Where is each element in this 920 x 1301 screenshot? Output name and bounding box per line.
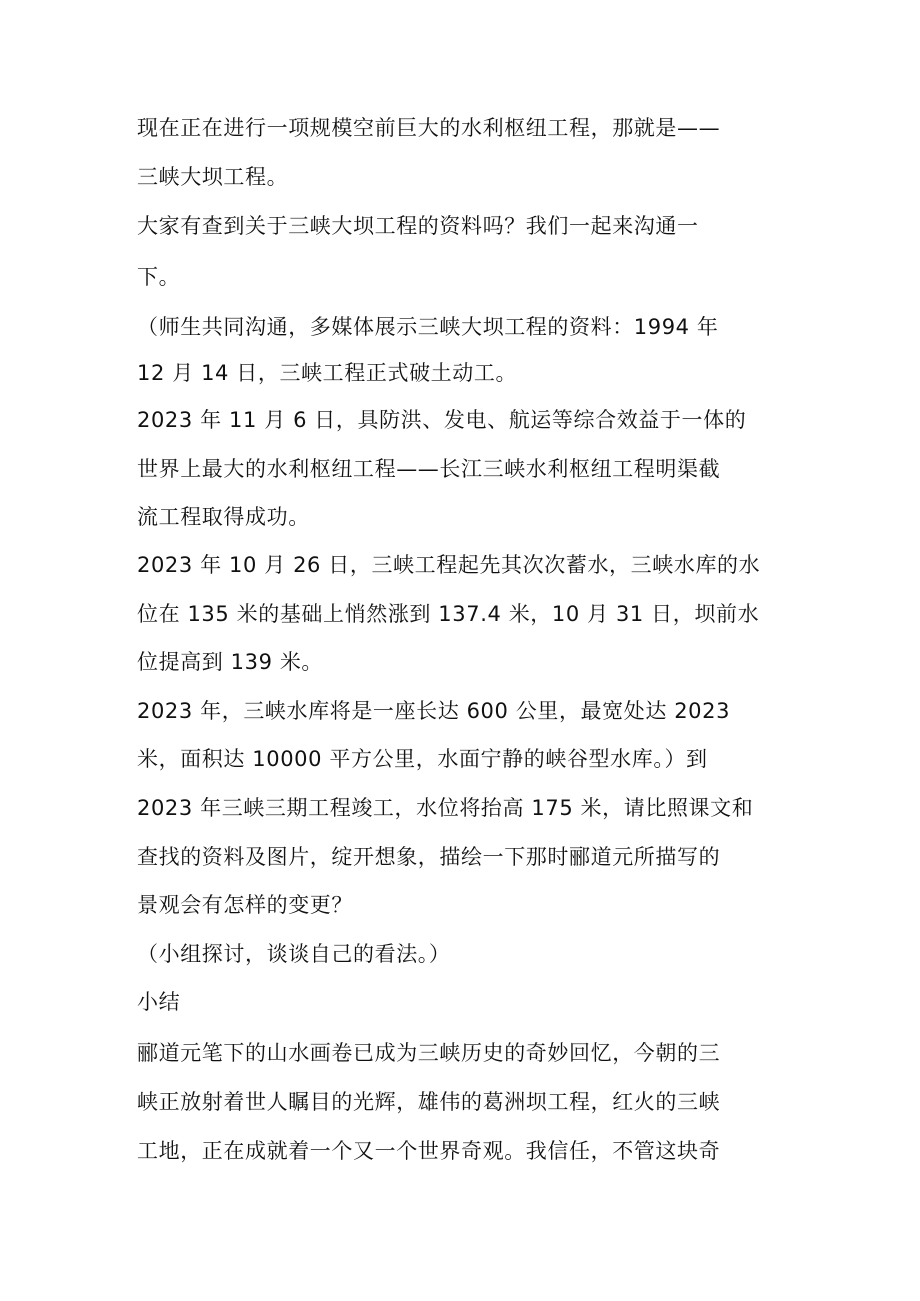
text-line: 三峡大坝工程。 xyxy=(137,165,289,189)
text-line: 米，面积达 10000 平方公里，水面宁静的峡谷型水库。）到 xyxy=(137,747,708,771)
text-line: 工地，正在成就着一个又一个世界奇观。我信任，不管这块奇 xyxy=(137,1139,721,1163)
text-line: 2023 年三峡三期工程竣工，水位将抬高 175 米，请比照课文和 xyxy=(137,796,754,820)
text-line: 位在 135 米的基础上悄然涨到 137.4 米，10 月 31 日，坝前水 xyxy=(137,602,760,626)
text-line: 12 月 14 日，三峡工程正式破土动工。 xyxy=(137,361,518,385)
text-line: 流工程取得成功。 xyxy=(137,505,310,529)
text-line: 位提高到 139 米。 xyxy=(137,650,324,674)
text-line: （小组探讨，谈谈自己的看法。） xyxy=(137,942,451,966)
text-line: 世界上最大的水利枢纽工程——长江三峡水利枢纽工程明渠截 xyxy=(137,457,721,481)
text-line: 大家有查到关于三峡大坝工程的资料吗？我们一起来沟通一 xyxy=(137,214,699,238)
text-line: 2023 年 10 月 26 日，三峡工程起先其次次蓄水，三峡水库的水 xyxy=(137,553,761,577)
text-line: 景观会有怎样的变更？ xyxy=(137,893,353,917)
text-line: 2023 年 11 月 6 日，具防洪、发电、航运等综合效益于一体的 xyxy=(137,408,747,432)
text-line: （师生共同沟通，多媒体展示三峡大坝工程的资料：1994 年 xyxy=(137,315,719,339)
text-line: 现在正在进行一项规模空前巨大的水利枢纽工程，那就是—— xyxy=(137,116,721,140)
text-line: 小结 xyxy=(137,990,181,1014)
text-line: 郦道元笔下的山水画卷已成为三峡历史的奇妙回忆，今朝的三 xyxy=(137,1041,721,1065)
text-line: 下。 xyxy=(137,265,181,289)
text-line: 查找的资料及图片，绽开想象，描绘一下那时郦道元所描写的 xyxy=(137,845,721,869)
text-line: 峡正放射着世人瞩目的光辉，雄伟的葛洲坝工程，红火的三峡 xyxy=(137,1090,721,1114)
text-line: 2023 年，三峡水库将是一座长达 600 公里，最宽处达 2023 xyxy=(137,699,731,723)
